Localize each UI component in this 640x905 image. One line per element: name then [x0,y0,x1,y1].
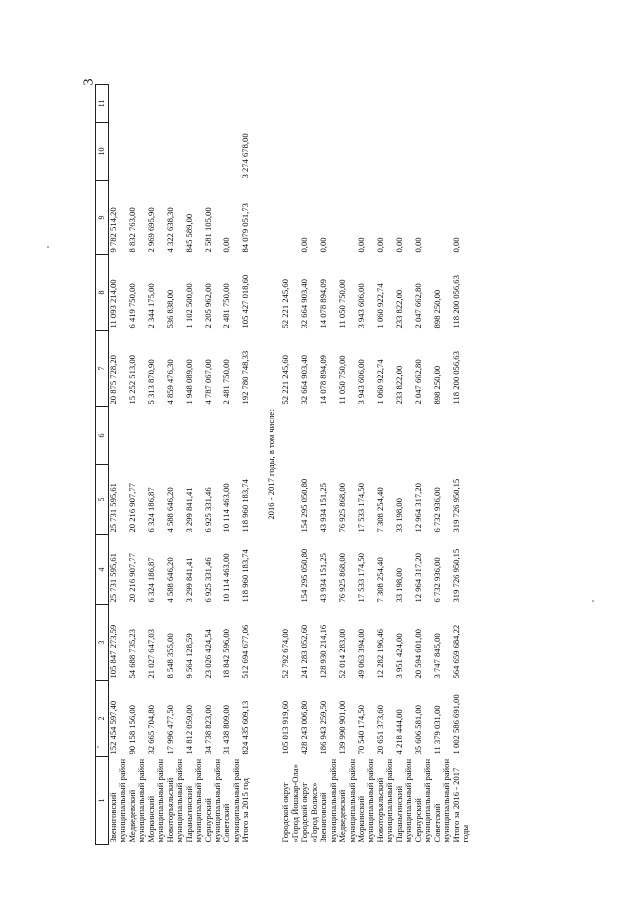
table-cell: 118 960 183,74 [240,549,251,603]
table-cell: 4 787 067,00 [202,359,213,405]
table-cell: 6 419 750,00 [126,283,137,329]
table-cell: 14 078 894,09 [318,279,329,329]
row-label: Новоторъяльский муниципальный район [164,758,185,843]
column-header-11: 11 [96,85,109,123]
table-cell [109,85,128,123]
table-cell [241,85,257,123]
table-row [395,85,414,845]
table-cell: 3 299 841,41 [183,487,194,533]
table-cell [222,407,241,465]
scan-speck [97,746,99,748]
table-cell: 3 299 841,41 [183,557,194,603]
table-cell: 1 060 922,74 [374,283,385,329]
table-cell: 428 243 006,80 [299,700,310,755]
table-cell [222,85,241,123]
row-label: Звениговский муниципальный район [318,758,338,843]
table-cell [433,181,452,255]
table-cell [128,85,147,123]
table-row [281,85,300,845]
table-cell: 10 114 463,00 [221,483,232,533]
table-cell [300,123,319,181]
table-cell: 105 427 018,60 [240,274,251,329]
table-cell: 5 313 870,90 [145,359,156,405]
table-cell: 3 943 606,00 [355,283,366,329]
table-cell: 33 198,00 [393,498,404,533]
table-cell: 32 664 903,40 [299,279,310,329]
row-label: Итого за 2015 год [240,778,251,843]
row-label: Советский муниципальный район [221,758,241,843]
table-cell [395,123,414,181]
table-cell: 3 943 606,00 [355,359,366,405]
table-cell: 118 960 183,74 [240,479,251,533]
table-cell: 10 114 463,00 [221,553,232,603]
table-cell: 14 812 059,00 [183,705,194,755]
table-cell: 3 951 424,00 [393,633,404,679]
table-cell: 11 093 214,00 [108,279,118,329]
table-row [357,85,376,845]
table-cell: 2 481 750,00 [221,359,232,405]
table-cell: 43 934 151,25 [318,483,329,533]
table-cell: 35 606 581,00 [412,705,423,755]
table-cell [433,123,452,181]
table-cell [109,123,128,181]
table-cell: 233 822,00 [393,289,404,329]
table-cell: 241 283 052,60 [299,624,310,679]
table-cell: 898 250,00 [431,289,442,329]
table-cell: 6 925 331,46 [202,557,213,603]
table-cell [128,123,147,181]
column-header-10: 10 [96,123,109,181]
table-cell: 154 295 050,80 [299,478,310,533]
table-cell [281,181,300,255]
page-number: 3 [81,78,97,86]
table-cell: 0,00 [374,237,385,253]
table-cell [281,407,300,465]
table-cell [166,407,185,465]
table-cell [414,123,433,181]
table-cell: 8 832 763,00 [126,207,137,253]
table-cell [281,535,300,605]
table-cell: 0,00 [355,237,366,253]
row-label: Сернурский муниципальный район [412,758,433,843]
table-cell: 118 200 056,63 [450,351,461,405]
table-cell [357,407,376,465]
table-cell: 15 252 513,00 [126,355,137,405]
table-cell [281,85,300,123]
table-cell [433,85,452,123]
table-cell: 6 732 936,00 [431,557,442,603]
table-cell: 52 221 245,60 [280,355,291,405]
table-cell [338,85,357,123]
table-cell: 152 454 597,40 [108,700,118,755]
table-cell [376,85,395,123]
table-cell [204,123,223,181]
table-cell [204,407,223,465]
table-cell [414,85,433,123]
table-cell: 2 047 662,80 [412,359,423,405]
scan-speck [592,600,594,602]
table-row [376,85,395,845]
table-cell [109,407,128,465]
table-cell: 4 218 444,00 [393,709,404,755]
column-header-5: 5 [96,465,109,535]
table-cell [338,181,357,255]
table-cell: 845 589,00 [183,213,194,253]
table-row [300,85,319,845]
table-cell [395,407,414,465]
section-title: 2016 - 2017 годы, в том числе: [266,409,277,520]
column-header-3: 3 [96,605,109,681]
table-cell: 1 948 089,00 [183,359,194,405]
table-cell: 4 588 646,20 [164,557,175,603]
table-cell: 31 438 809,00 [221,705,232,755]
table-cell [319,407,338,465]
table-cell [376,123,395,181]
table-row [222,85,241,845]
table-cell [204,85,223,123]
table-row [109,85,128,845]
table-cell [452,123,471,181]
table-cell: 0,00 [450,237,461,253]
table-cell [300,407,319,465]
table-cell: 52 014 283,00 [337,629,348,679]
table-cell: 0,00 [299,237,310,253]
scan-speck [47,246,49,248]
table-cell: 192 780 748,33 [240,350,251,405]
table-cell: 20 216 907,77 [126,483,137,533]
table-cell [281,465,300,535]
row-label: Итого за 2016 - 2017 годы [450,767,470,843]
table-cell: 4 859 476,30 [164,359,175,405]
table-cell: 0,00 [393,237,404,253]
row-label: Звениговский муниципальный район [108,758,128,843]
table-cell: 9 782 514,20 [108,207,118,253]
column-header-7: 7 [96,331,109,407]
table-cell: 17 533 174,50 [355,553,366,603]
column-header-4: 4 [96,535,109,605]
table-row [452,85,471,845]
table-cell: 32 664 903,40 [299,355,310,405]
table-cell: 21 027 647,03 [145,629,156,679]
row-label: Новоторъяльский муниципальный район [374,758,395,843]
table-cell: 11 050 750,00 [337,355,348,405]
table-row [414,85,433,845]
table-cell: 11 050 750,00 [337,279,348,329]
table-cell [338,123,357,181]
table-cell: 6 925 331,46 [202,487,213,533]
row-label: Параньгинский муниципальный район [393,758,414,843]
table-cell [414,407,433,465]
table-cell [128,407,147,465]
table-cell: 20 651 373,60 [374,705,385,755]
table-cell: 1 102 500,00 [183,283,194,329]
row-label: Медведевский муниципальный район [126,758,147,843]
row-label: Моркинский муниципальный район [355,758,376,843]
column-header-8: 8 [96,255,109,331]
table-cell: 128 930 214,16 [318,624,329,679]
table-cell: 3 274 678,00 [240,133,251,179]
table-cell: 17 533 174,50 [355,483,366,533]
table-cell: 139 990 901,00 [337,700,348,755]
table-cell: 33 198,00 [393,568,404,603]
table-cell [147,407,166,465]
table-cell: 84 079 051,73 [240,203,251,253]
table-cell: 49 063 394,00 [355,629,366,679]
table-cell: 12 964 317,20 [412,483,423,533]
table-cell: 25 731 595,61 [108,553,118,603]
row-label: Городской округ «Город Волжск» [299,782,319,843]
table-cell: 9 564 128,59 [183,633,194,679]
table-cell [300,85,319,123]
table-cell: 25 731 595,61 [108,483,118,533]
table-cell: 233 822,00 [393,365,404,405]
table-cell: 118 200 056,63 [450,275,461,329]
table-cell: 0,00 [318,237,329,253]
table-cell: 154 295 050,80 [299,548,310,603]
table-cell: 6 324 186,87 [145,487,156,533]
table-cell: 105 013 919,60 [280,700,291,755]
table-cell: 2 581 105,00 [202,207,213,253]
row-label: Сернурский муниципальный район [202,758,222,843]
table-cell: 90 158 156,00 [126,705,137,755]
table-cell: 8 548 355,00 [164,633,175,679]
table-cell: 4 322 638,30 [164,207,175,253]
table-cell [319,123,338,181]
column-header-2: 2 [96,681,109,757]
table-cell: 43 934 151,25 [318,553,329,603]
table-cell: 7 308 254,40 [374,557,385,603]
section-title-row [267,85,281,845]
table-cell [319,85,338,123]
table-cell [166,85,185,123]
table-cell: 76 925 868,00 [337,483,348,533]
table-cell [433,407,452,465]
table-cell: 564 659 684,22 [450,624,461,679]
table-cell: 70 540 174,50 [355,705,366,755]
table-cell: 2 047 662,80 [412,283,423,329]
table-cell: 0,00 [221,237,232,253]
column-header-row [96,85,109,845]
table-cell [222,123,241,181]
rotated-table-sheet [95,85,565,845]
table-row [166,85,185,845]
table-cell: 319 726 950,15 [450,478,461,533]
table-cell [166,123,185,181]
table-cell: 54 688 735,23 [126,629,137,679]
table-cell: 2 205 962,00 [202,283,213,329]
table-cell [357,85,376,123]
table-cell: 52 221 245,60 [280,279,291,329]
row-label: Городской округ «Город Йошкар-Ола» [280,764,300,843]
table-cell [376,407,395,465]
table-cell [185,85,204,123]
table-cell [185,123,204,181]
table-cell: 1 002 586 691,00 [450,694,461,755]
table-cell: 536 838,00 [164,289,175,329]
table-cell: 824 435 609,13 [240,700,251,755]
table-row [147,85,166,845]
table-cell: 34 738 823,00 [202,705,213,755]
row-label: Медведевский муниципальный район [337,758,357,843]
table-row [204,85,223,845]
row-label: Моркинский муниципальный район [145,758,166,843]
table-cell: 12 964 317,20 [412,553,423,603]
row-label: Параньгинский муниципальный район [183,758,204,843]
table-cell: 6 324 186,87 [145,557,156,603]
table-cell [185,407,204,465]
table-cell [452,407,471,465]
table-cell: 11 379 031,00 [431,705,442,755]
table-cell: 12 282 196,46 [374,629,385,679]
table-cell [281,123,300,181]
table-row [319,85,338,845]
table-cell: 4 588 646,20 [164,487,175,533]
table-cell [357,123,376,181]
table-row [185,85,204,845]
table-cell: 0,00 [412,237,423,253]
table-cell: 319 726 950,15 [450,548,461,603]
table-row [241,85,257,845]
table-cell: 2 344 175,00 [145,283,156,329]
table-cell [395,85,414,123]
table-row [338,85,357,845]
table-cell: 20 875 728,20 [108,355,118,405]
column-header-6: 6 [96,407,109,465]
table-cell [147,85,166,123]
table-cell: 32 665 704,80 [145,705,156,755]
table-cell: 7 308 254,40 [374,487,385,533]
table-cell: 1 060 922,74 [374,359,385,405]
column-header-1: 1 [96,757,109,845]
row-label: Советский муниципальный район [431,758,452,843]
table-cell: 20 594 601,00 [412,629,423,679]
budget-table [95,84,470,845]
table-cell: 2 481 750,00 [221,283,232,329]
table-cell: 23 026 424,54 [202,629,213,679]
table-cell: 18 842 596,00 [221,629,232,679]
table-cell: 512 694 677,06 [240,624,251,679]
table-cell: 2 969 695,90 [145,207,156,253]
table-cell [241,407,257,465]
table-cell: 17 996 477,50 [164,705,175,755]
table-cell: 3 747 845,00 [431,633,442,679]
table-cell: 6 732 936,00 [431,487,442,533]
table-cell: 20 216 907,77 [126,553,137,603]
table-cell: 76 925 868,00 [337,553,348,603]
table-cell: 14 078 894,09 [318,355,329,405]
column-header-9: 9 [96,181,109,255]
table-cell: 186 943 259,50 [318,700,329,755]
table-cell [147,123,166,181]
table-cell [338,407,357,465]
table-cell: 898 250,00 [431,365,442,405]
table-cell: 52 792 674,00 [280,629,291,679]
table-cell: 105 847 273,59 [108,624,118,679]
table-cell [452,85,471,123]
table-row [128,85,147,845]
table-row [433,85,452,845]
